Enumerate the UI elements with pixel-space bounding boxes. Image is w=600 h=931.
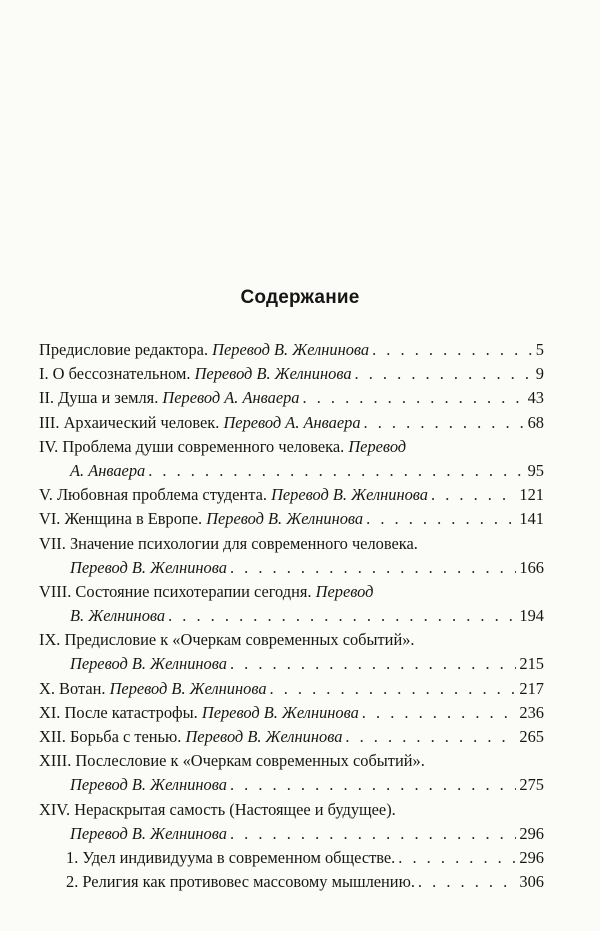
entry-title: Религия как противовес массовому мышлению. [82,872,415,892]
toc-entry [39,701,544,725]
toc-entry [39,725,544,749]
entry-text [39,411,361,435]
page-number: 236 [519,702,544,722]
entry-text [70,652,227,676]
translator-credit: Перевод В. Желнинова [70,654,227,674]
translator-credit: Перевод В. Желнинова [70,557,227,577]
page-number: 9 [535,364,544,384]
page-number: 215 [519,654,544,674]
entry-title: После катастрофы. [64,702,198,722]
page-number: 121 [519,485,544,505]
dot-leader [168,604,516,628]
translator-credit: Перевод [348,436,407,456]
dot-leader [345,725,516,749]
entry-title: Удел индивидуума в современном обществе. [82,847,396,867]
entry-title: Душа и земля. [58,388,159,408]
page-number: 68 [527,412,544,432]
entry-text [39,507,363,531]
toc-entry-continuation [39,556,544,580]
toc-entry [39,338,544,362]
page-number: 306 [519,872,544,892]
translator-credit: Перевод В. Желнинова [206,509,364,529]
entry-number: X. [39,678,55,698]
dot-leader [372,338,533,362]
translator-credit: Перевод А. Анваера [223,412,361,432]
entry-number: XIV. [39,799,71,819]
translator-credit: В. Желнинова [70,606,166,626]
toc-entry [39,362,544,386]
translator-credit: Перевод В. Желнинова [194,364,352,384]
dot-leader [230,556,516,580]
translator-credit: Перевод А. Анваера [162,388,300,408]
entry-text [70,773,227,797]
entry-text [39,532,418,556]
entry-title: Нераскрытая самость (Настоящее и будущее). [74,799,396,819]
entry-text [39,435,406,459]
dot-leader [230,773,516,797]
table-of-contents [39,338,544,894]
toc-entry [39,628,544,652]
dot-leader [431,483,516,507]
toc-entry-continuation [39,822,544,846]
entry-text [70,459,145,483]
entry-number: 1. [66,847,79,867]
page-number: 95 [527,460,544,480]
translator-credit: Перевод В. Желнинова [70,823,227,843]
toc-entry [39,677,544,701]
translator-credit: Перевод В. Желнинова [185,727,343,746]
entry-number: XII. [39,727,66,746]
dot-leader [418,870,516,894]
toc-entry [39,749,544,773]
entry-title: Послесловие к «Очеркам современных событий». [75,751,425,771]
toc-entry [39,411,544,435]
entry-text [39,749,425,773]
toc-entry [39,580,544,604]
entry-text [70,556,227,580]
entry-title: Предисловие редактора. [39,340,209,359]
toc-entry-continuation [39,459,544,483]
toc-subentry [39,846,544,870]
entry-number: VII. [39,533,66,553]
dot-leader [270,677,517,701]
toc-entry [39,532,544,556]
toc-entry [39,798,544,822]
page-number: 296 [519,823,544,843]
entry-title: О бессознательном. [52,364,191,384]
entry-number: V. [39,485,53,505]
toc-subentry [39,870,544,894]
toc-entry [39,386,544,410]
entry-text [39,701,359,725]
page-title: Содержание [240,287,360,308]
entry-number: I. [39,364,49,384]
entry-number: II. [39,388,55,408]
entry-number: VIII. [39,581,72,601]
entry-number: IV. [39,436,59,456]
entry-text [70,822,227,846]
page-number: 166 [519,557,544,577]
toc-entry-continuation [39,604,544,628]
entry-text [70,604,165,628]
entry-text [39,338,369,362]
dot-leader [364,411,525,435]
entry-number: XIII. [39,751,72,771]
translator-credit: Перевод В. Желнинова [109,678,267,698]
entry-title: Значение психологии для современного человека. [69,533,418,553]
translator-credit: Перевод В. Желнинова [271,485,428,505]
entry-text [39,677,267,701]
toc-entry [39,507,544,531]
entry-text [66,846,395,870]
entry-title: Состояние психотерапии сегодня. [75,581,312,601]
toc-entry [39,435,544,459]
entry-number: XI. [39,702,61,722]
entry-number: IX. [39,630,61,650]
entry-text [39,386,300,410]
translator-credit: Перевод В. Желнинова [201,702,359,722]
entry-number: III. [39,412,60,432]
toc-entry-continuation [39,773,544,797]
toc-entry [39,483,544,507]
dot-leader [398,846,516,870]
entry-number: VI. [39,509,61,529]
page-number: 217 [519,678,544,698]
page-number: 43 [527,388,544,408]
entry-title: Женщина в Европе. [64,509,203,529]
entry-title: Проблема души современного человека. [62,436,345,456]
entry-title: Вотан. [59,678,106,698]
translator-credit: Перевод [315,581,374,601]
dot-leader [230,822,516,846]
page-number: 265 [519,727,544,746]
entry-text [39,798,396,822]
dot-leader [230,652,516,676]
dot-leader [366,507,516,531]
dot-leader [362,701,517,725]
entry-text [39,628,415,652]
translator-credit: Перевод В. Желнинова [70,775,227,795]
entry-title: Предисловие к «Очеркам современных событий». [64,630,415,650]
dot-leader [148,459,524,483]
page-number: 296 [519,847,544,867]
entry-text [39,483,428,507]
toc-entry-continuation [39,652,544,676]
entry-number: 2. [66,872,79,892]
page-number: 194 [519,606,544,626]
entry-text [39,725,342,749]
entry-text [39,580,373,604]
dot-leader [355,362,533,386]
entry-title: Борьба с тенью. [69,727,182,746]
entry-text [66,870,415,894]
page-number: 5 [535,340,544,359]
page-number: 141 [519,509,544,529]
dot-leader [303,386,525,410]
entry-text [39,362,352,386]
translator-credit: А. Анваера [70,460,146,480]
entry-title: Любовная проблема студента. [56,485,267,505]
translator-credit: Перевод В. Желнинова [212,340,370,359]
entry-title: Архаический человек. [63,412,220,432]
page-number: 275 [519,775,544,795]
